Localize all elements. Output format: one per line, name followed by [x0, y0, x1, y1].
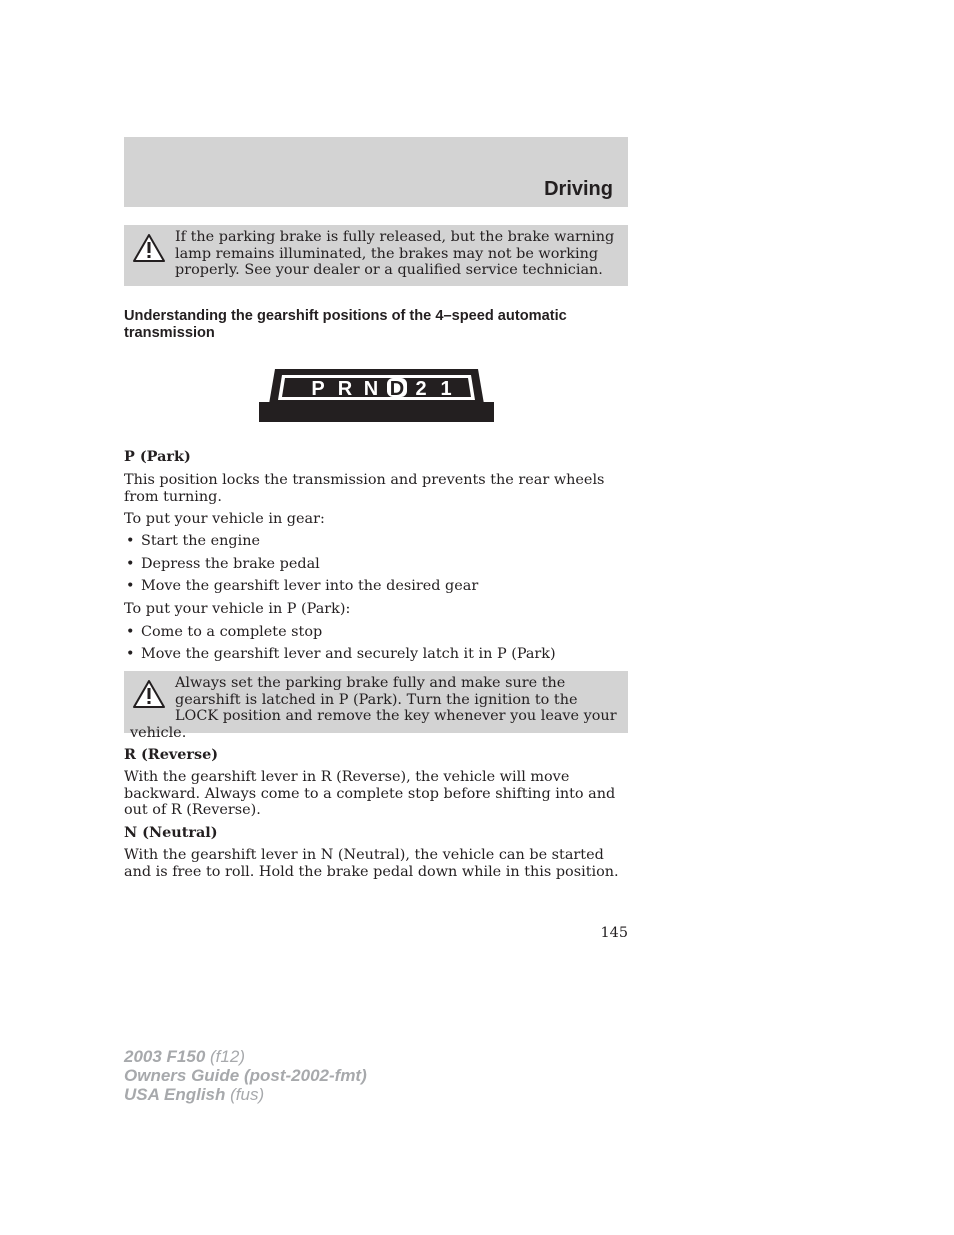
gear-position-1: 1: [440, 378, 452, 400]
document-footer: [124, 1047, 367, 1104]
page-number: 145: [600, 925, 628, 941]
list-item-text: Depress the brake pedal: [141, 556, 320, 572]
park-description: This position locks the transmission and prevents the rear wheels from turning.: [124, 472, 605, 505]
gear-intro: To put your vehicle in gear:: [124, 511, 325, 527]
warning-box-brake: [124, 225, 628, 286]
warning-icon: [132, 233, 166, 263]
subheading: Understanding the gearshift positions of the 4–speed automatic transmission: [124, 308, 567, 341]
list-item: • Depress the brake pedal: [126, 556, 320, 572]
footer-model-code: (f12): [205, 1047, 245, 1066]
gear-position-r: R: [337, 378, 353, 400]
section-title: Driving: [544, 178, 613, 200]
neutral-description: With the gearshift lever in N (Neutral), the vehicle can be started and is free to roll. Hold the brake pedal down while in this position.: [124, 847, 619, 880]
footer-model: 2003 F150: [124, 1047, 206, 1066]
list-item: • Move the gearshift lever into the desired gear: [126, 578, 479, 594]
reverse-heading: R (Reverse): [124, 746, 219, 763]
warning-box-park: [124, 671, 628, 741]
gear-position-2: 2: [415, 378, 427, 400]
list-item: • Come to a complete stop: [126, 624, 323, 640]
list-item-text: Move the gearshift lever into the desired gear: [141, 578, 479, 594]
list-item-text: Come to a complete stop: [141, 624, 323, 640]
list-item-text: Start the engine: [141, 533, 260, 549]
list-item: • Move the gearshift lever and securely latch it in P (Park): [126, 646, 556, 662]
gear-position-indicator: [259, 367, 494, 422]
gear-position-d: D: [389, 378, 405, 400]
reverse-description: With the gearshift lever in R (Reverse), the vehicle will move backward. Always come to a complete stop before shifting into and out of R (Reverse).: [124, 769, 616, 818]
gear-position-p: P: [311, 378, 325, 400]
neutral-heading: N (Neutral): [124, 824, 218, 841]
warning-text: Always set the parking brake fully and make sure the gearshift is latched in P (Park). Turn the ignition to the LOCK position and remove the key whenever you leave your vehicle.: [130, 675, 617, 741]
footer-language-code: (fus): [225, 1085, 265, 1104]
list-item: • Start the engine: [126, 533, 260, 549]
warning-text: If the parking brake is fully released, but the brake warning lamp remains illuminated, the brakes may not be working properly. See your dealer or a qualified service technician.: [175, 229, 615, 278]
park-intro: To put your vehicle in P (Park):: [124, 601, 351, 617]
footer-guide: Owners Guide (post-2002-fmt): [124, 1066, 367, 1085]
warning-icon: [132, 679, 166, 709]
list-item-text: Move the gearshift lever and securely latch it in P (Park): [141, 646, 556, 662]
footer-language: USA English: [124, 1085, 226, 1104]
gear-position-n: N: [363, 378, 379, 400]
section-header: [124, 137, 628, 207]
park-heading: P (Park): [124, 448, 191, 465]
